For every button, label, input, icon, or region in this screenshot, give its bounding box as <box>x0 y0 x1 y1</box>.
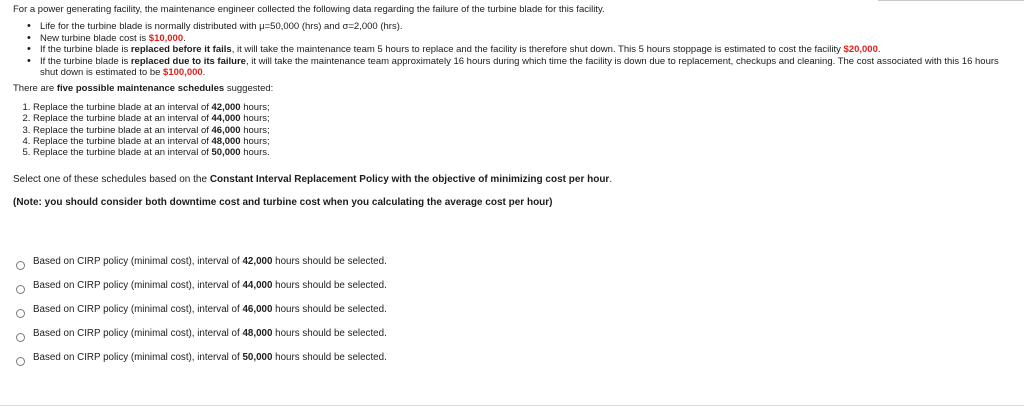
fact-failure-replacement: • If the turbine blade is replaced due to its failure, it will take the maintenance team approximately 16 hours during which time the facility is down due to replacement, checkups and cleaning. The cost associated with this 16 hours shut down is estimated to be $100,000. <box>40 56 1017 79</box>
select-instruction: Select one of these schedules based on the Constant Interval Replacement Policy with the objective of minimizing cost per hour. <box>13 173 613 185</box>
intro-text: For a power generating facility, the maintenance engineer collected the following data regarding the failure of the turbine blade for this facility. <box>13 4 605 15</box>
fact-blade-life: • Life for the turbine blade is normally distributed with μ=50,000 (hrs) and σ=2,000 (hrs). <box>40 21 1017 32</box>
schedule-item: 3. Replace the turbine blade at an interval of 46,000 hours; <box>33 125 1017 136</box>
schedules-list <box>13 102 1017 159</box>
option-50000[interactable]: Based on CIRP policy (minimal cost), interval of 50,000 hours should be selected. <box>16 352 387 376</box>
radio-button[interactable] <box>16 333 25 342</box>
question-body <box>13 4 1017 209</box>
failure-cost-value: $100,000 <box>163 67 203 79</box>
schedule-item: 4. Replace the turbine blade at an interval of 48,000 hours; <box>33 136 1017 147</box>
note-text: (Note: you should consider both downtime cost and turbine cost when you calculating the average cost per hour) <box>13 197 553 209</box>
schedule-item: 5. Replace the turbine blade at an interval of 50,000 hours. <box>33 147 1017 158</box>
option-48000[interactable]: Based on CIRP policy (minimal cost), interval of 48,000 hours should be selected. <box>16 328 387 352</box>
schedules-intro: There are five possible maintenance schedules suggested: <box>13 83 274 95</box>
top-divider <box>878 0 1024 1</box>
radio-button[interactable] <box>16 357 25 366</box>
facts-list <box>13 21 1017 78</box>
radio-button[interactable] <box>16 261 25 270</box>
radio-button[interactable] <box>16 285 25 294</box>
planned-cost-value: $20,000 <box>843 44 878 56</box>
option-44000[interactable]: Based on CIRP policy (minimal cost), interval of 44,000 hours should be selected. <box>16 280 387 304</box>
schedule-item: 1. Replace the turbine blade at an interval of 42,000 hours; <box>33 102 1017 113</box>
radio-button[interactable] <box>16 309 25 318</box>
fact-blade-cost: • New turbine blade cost is $10,000. <box>40 33 1017 44</box>
answer-options <box>16 256 387 376</box>
option-46000[interactable]: Based on CIRP policy (minimal cost), interval of 46,000 hours should be selected. <box>16 304 387 328</box>
option-42000[interactable]: Based on CIRP policy (minimal cost), interval of 42,000 hours should be selected. <box>16 256 387 280</box>
schedule-item: 2. Replace the turbine blade at an interval of 44,000 hours; <box>33 113 1017 124</box>
bottom-divider <box>0 405 1024 406</box>
fact-planned-replacement: • If the turbine blade is replaced before it fails, it will take the maintenance team 5 hours to replace and the facility is therefore shut down. This 5 hours stoppage is estimated to cost the facility $20,000. <box>40 44 1017 55</box>
blade-cost-value: $10,000 <box>148 32 184 44</box>
